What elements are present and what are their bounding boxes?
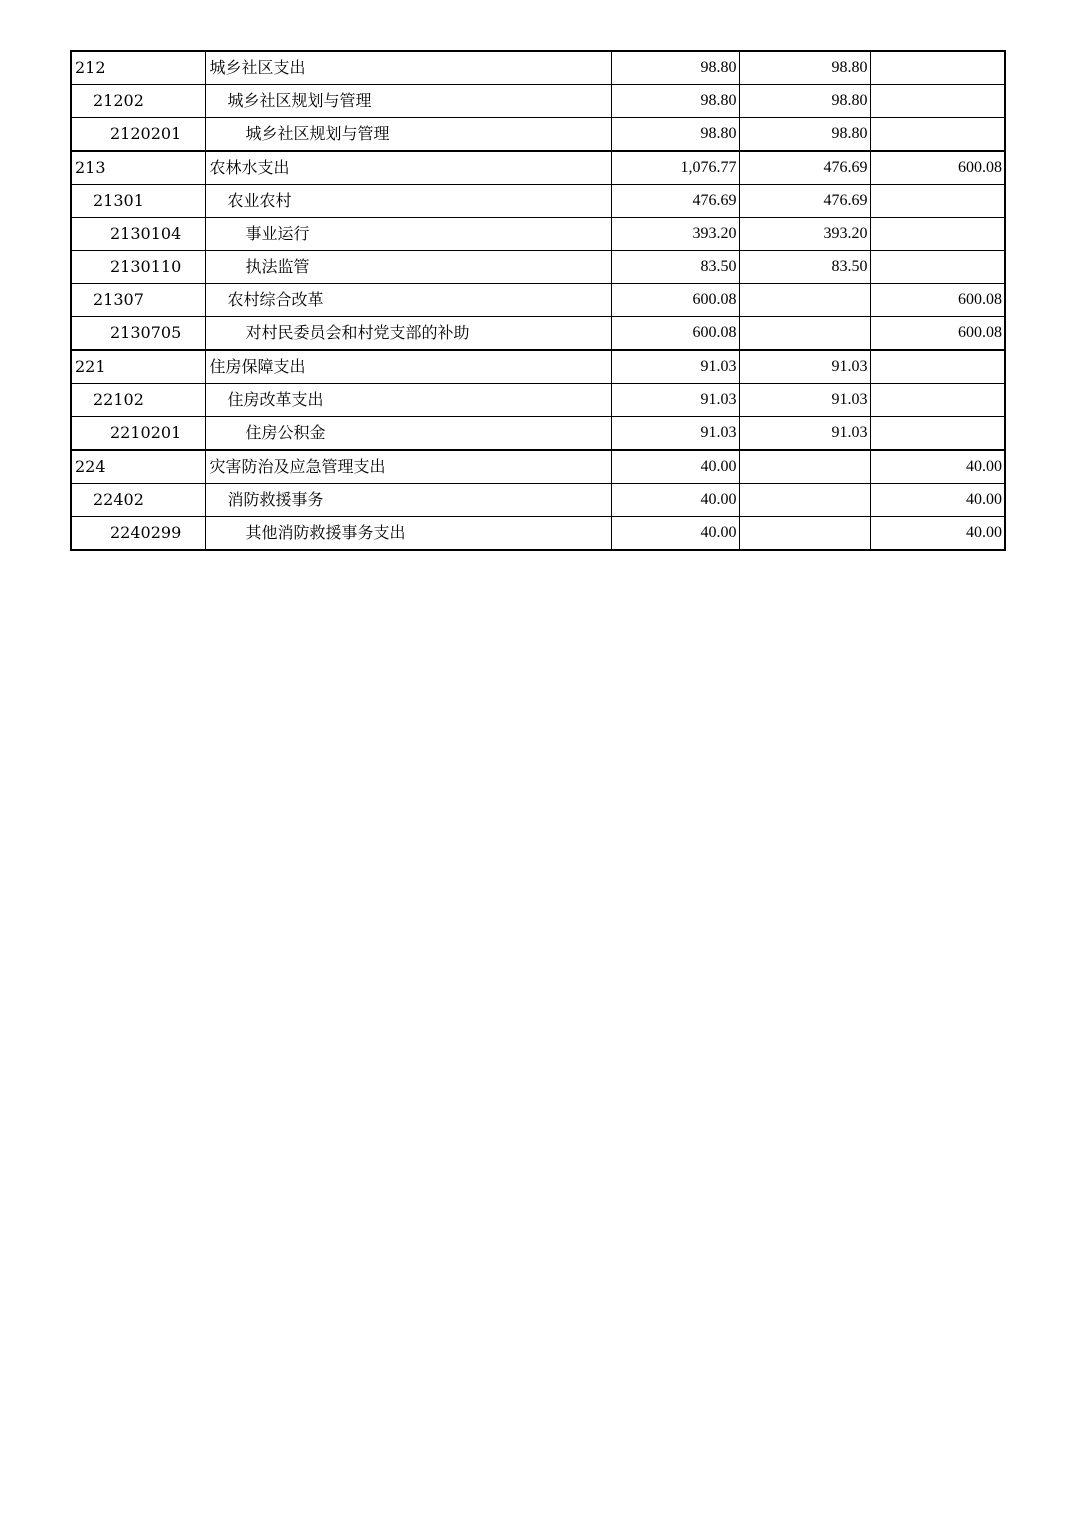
subject-code-cell: 221 <box>71 350 205 384</box>
subject-name-cell: 住房公积金 <box>205 417 611 451</box>
basic-expenditure-cell: 91.03 <box>739 384 870 417</box>
subject-name-cell: 城乡社区支出 <box>205 51 611 85</box>
table-row <box>71 517 1005 551</box>
project-expenditure-cell <box>870 350 1005 384</box>
total-cell: 40.00 <box>611 484 739 517</box>
total-cell: 476.69 <box>611 185 739 218</box>
subject-code-cell: 213 <box>71 151 205 185</box>
project-expenditure-cell: 40.00 <box>870 484 1005 517</box>
subject-code-cell: 212 <box>71 51 205 85</box>
subject-name-cell: 农村综合改革 <box>205 284 611 317</box>
total-cell: 40.00 <box>611 517 739 551</box>
table-row <box>71 251 1005 284</box>
total-cell: 600.08 <box>611 284 739 317</box>
project-expenditure-cell <box>870 417 1005 451</box>
project-expenditure-cell <box>870 185 1005 218</box>
project-expenditure-cell: 40.00 <box>870 450 1005 484</box>
subject-code-cell: 21202 <box>71 85 205 118</box>
basic-expenditure-cell: 476.69 <box>739 151 870 185</box>
subject-name-cell: 事业运行 <box>205 218 611 251</box>
basic-expenditure-cell <box>739 284 870 317</box>
subject-code-cell: 2130110 <box>71 251 205 284</box>
table-body <box>71 51 1005 550</box>
total-cell: 83.50 <box>611 251 739 284</box>
subject-code-cell: 2130104 <box>71 218 205 251</box>
project-expenditure-cell <box>870 218 1005 251</box>
table-row <box>71 118 1005 152</box>
subject-name-cell: 农业农村 <box>205 185 611 218</box>
basic-expenditure-cell <box>739 317 870 351</box>
total-cell: 40.00 <box>611 450 739 484</box>
subject-code-cell: 2130705 <box>71 317 205 351</box>
table-row <box>71 417 1005 451</box>
subject-code-cell: 22102 <box>71 384 205 417</box>
table-row <box>71 484 1005 517</box>
project-expenditure-cell: 600.08 <box>870 317 1005 351</box>
basic-expenditure-cell <box>739 450 870 484</box>
project-expenditure-cell <box>870 51 1005 85</box>
project-expenditure-cell <box>870 384 1005 417</box>
total-cell: 98.80 <box>611 51 739 85</box>
table-row <box>71 218 1005 251</box>
subject-name-cell: 其他消防救援事务支出 <box>205 517 611 551</box>
subject-name-cell: 城乡社区规划与管理 <box>205 85 611 118</box>
subject-name-cell: 城乡社区规划与管理 <box>205 118 611 152</box>
project-expenditure-cell <box>870 85 1005 118</box>
subject-code-cell: 22402 <box>71 484 205 517</box>
subject-code-cell: 2240299 <box>71 517 205 551</box>
total-cell: 600.08 <box>611 317 739 351</box>
total-cell: 91.03 <box>611 417 739 451</box>
subject-name-cell: 消防救援事务 <box>205 484 611 517</box>
total-cell: 1,076.77 <box>611 151 739 185</box>
subject-code-cell: 21301 <box>71 185 205 218</box>
basic-expenditure-cell: 91.03 <box>739 417 870 451</box>
table-row <box>71 85 1005 118</box>
table-row <box>71 384 1005 417</box>
basic-expenditure-cell: 98.80 <box>739 118 870 152</box>
subject-name-cell: 农林水支出 <box>205 151 611 185</box>
subject-code-cell: 21307 <box>71 284 205 317</box>
table-row <box>71 151 1005 185</box>
subject-code-cell: 2210201 <box>71 417 205 451</box>
basic-expenditure-cell <box>739 517 870 551</box>
project-expenditure-cell <box>870 118 1005 152</box>
subject-name-cell: 住房改革支出 <box>205 384 611 417</box>
basic-expenditure-cell: 476.69 <box>739 185 870 218</box>
table-row <box>71 284 1005 317</box>
table-row <box>71 185 1005 218</box>
budget-expenditure-table <box>70 50 1006 551</box>
subject-code-cell: 2120201 <box>71 118 205 152</box>
basic-expenditure-cell <box>739 484 870 517</box>
table-row <box>71 350 1005 384</box>
subject-code-cell: 224 <box>71 450 205 484</box>
total-cell: 91.03 <box>611 384 739 417</box>
table-row <box>71 317 1005 351</box>
total-cell: 393.20 <box>611 218 739 251</box>
project-expenditure-cell: 600.08 <box>870 151 1005 185</box>
total-cell: 91.03 <box>611 350 739 384</box>
project-expenditure-cell: 600.08 <box>870 284 1005 317</box>
basic-expenditure-cell: 91.03 <box>739 350 870 384</box>
subject-name-cell: 对村民委员会和村党支部的补助 <box>205 317 611 351</box>
table-row <box>71 51 1005 85</box>
basic-expenditure-cell: 98.80 <box>739 51 870 85</box>
project-expenditure-cell: 40.00 <box>870 517 1005 551</box>
table-row <box>71 450 1005 484</box>
total-cell: 98.80 <box>611 118 739 152</box>
total-cell: 98.80 <box>611 85 739 118</box>
subject-name-cell: 灾害防治及应急管理支出 <box>205 450 611 484</box>
basic-expenditure-cell: 83.50 <box>739 251 870 284</box>
subject-name-cell: 执法监管 <box>205 251 611 284</box>
project-expenditure-cell <box>870 251 1005 284</box>
basic-expenditure-cell: 393.20 <box>739 218 870 251</box>
subject-name-cell: 住房保障支出 <box>205 350 611 384</box>
basic-expenditure-cell: 98.80 <box>739 85 870 118</box>
